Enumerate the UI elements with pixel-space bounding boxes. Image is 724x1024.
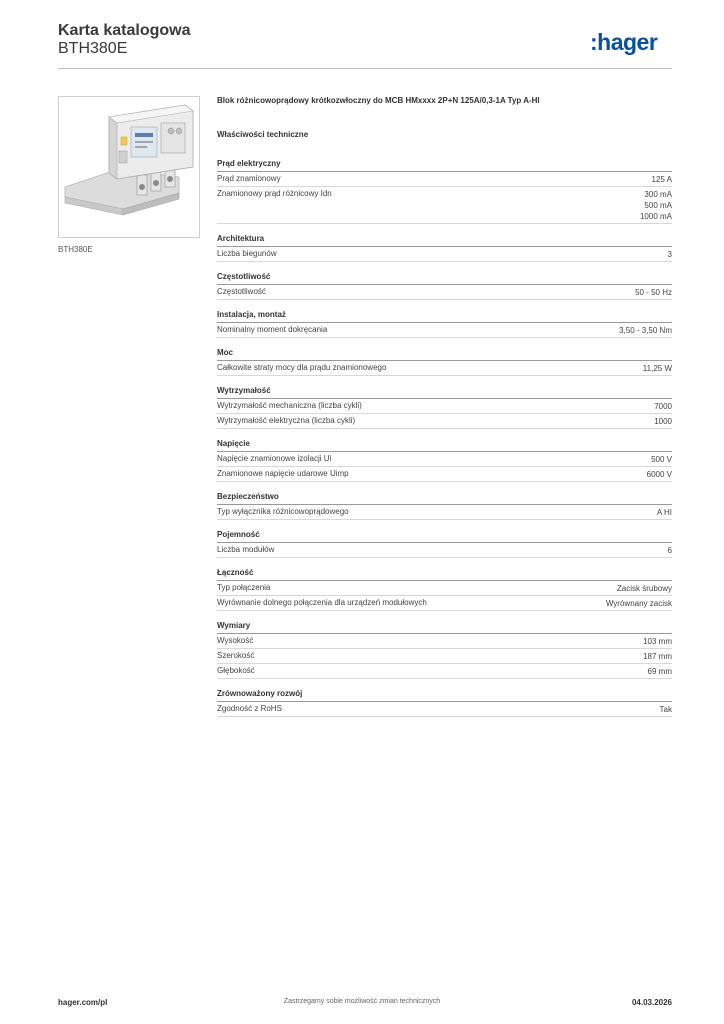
property-value-line: 6000 V xyxy=(646,470,672,479)
property-label: Liczba modułów xyxy=(217,545,275,554)
property-row xyxy=(217,505,672,520)
property-value xyxy=(643,363,672,374)
property-row xyxy=(217,452,672,467)
property-label: Wyrównanie dolnego połączenia dla urządzeń modułowych xyxy=(217,598,427,607)
property-label: Znamionowe napięcie udarowe Uimp xyxy=(217,469,349,478)
property-row xyxy=(217,285,672,300)
property-group xyxy=(217,234,672,262)
property-value xyxy=(651,454,672,465)
group-title: Moc xyxy=(217,348,672,361)
property-row xyxy=(217,702,672,717)
property-row xyxy=(217,247,672,262)
property-groups xyxy=(217,159,672,717)
property-row xyxy=(217,664,672,679)
property-row xyxy=(217,467,672,482)
group-title: Pojemność xyxy=(217,530,672,543)
hager-logo xyxy=(590,29,674,57)
property-value-line: 125 A xyxy=(651,175,672,184)
property-value-line: 103 mm xyxy=(643,637,672,646)
property-value-line: 3 xyxy=(667,250,672,259)
property-value xyxy=(668,249,672,260)
property-label: Napięcie znamionowe izolacji Ui xyxy=(217,454,332,463)
property-label: Szerokość xyxy=(217,651,255,660)
product-description: Blok różnicowoprądowy krótkozwłoczny do MCB HMxxxx 2P+N 125A/0,3-1A Typ A-HI xyxy=(217,96,540,105)
property-value xyxy=(647,469,672,480)
property-value xyxy=(652,174,672,185)
property-group xyxy=(217,530,672,558)
property-value-line: 187 mm xyxy=(643,652,672,661)
property-value-line: 1000 xyxy=(654,417,672,426)
property-value xyxy=(635,287,672,298)
footer-disclaimer: Zastrzegamy sobie możliwość zmian technicznych xyxy=(283,998,441,1005)
technical-properties-heading: Właściwości techniczne xyxy=(217,130,309,139)
footer-website: hager.com/pl xyxy=(58,998,108,1007)
property-row xyxy=(217,649,672,664)
property-value-line: A HI xyxy=(656,508,672,517)
property-row xyxy=(217,581,672,596)
property-value-line: 50 - 50 Hz xyxy=(635,288,672,297)
property-value xyxy=(606,598,672,609)
property-value xyxy=(640,189,672,222)
page-title: Karta katalogowa xyxy=(58,22,191,39)
property-row xyxy=(217,414,672,429)
property-row xyxy=(217,323,672,338)
property-value-line: 1000 mA xyxy=(639,212,672,221)
property-label: Wysokość xyxy=(217,636,254,645)
property-value xyxy=(643,636,672,647)
product-image xyxy=(58,96,200,238)
property-value-line: 69 mm xyxy=(647,667,672,676)
group-title: Napięcie xyxy=(217,439,672,452)
product-code: BTH380E xyxy=(58,40,128,57)
header-divider xyxy=(58,68,672,69)
property-value-line: 500 mA xyxy=(644,201,672,210)
property-value-line: 6 xyxy=(667,546,672,555)
property-value-line: Wyrównany zacisk xyxy=(605,599,672,608)
property-label: Nominalny moment dokręcania xyxy=(217,325,328,334)
property-group xyxy=(217,439,672,482)
property-value xyxy=(648,666,672,677)
property-value-line: 7000 xyxy=(654,402,672,411)
group-title: Bezpieczeństwo xyxy=(217,492,672,505)
product-details xyxy=(217,96,672,727)
property-label: Wytrzymałość mechaniczna (liczba cykli) xyxy=(217,401,362,410)
property-value xyxy=(657,507,672,518)
property-group xyxy=(217,621,672,679)
property-value xyxy=(668,545,672,556)
property-group xyxy=(217,310,672,338)
property-value-line: 3,50 - 3,50 Nm xyxy=(619,326,672,335)
property-value xyxy=(660,704,672,715)
image-caption: BTH380E xyxy=(58,245,93,254)
property-value xyxy=(654,416,672,427)
property-label: Głębokość xyxy=(217,666,255,675)
property-value-line: 11,25 W xyxy=(642,364,672,373)
property-group xyxy=(217,348,672,376)
property-value xyxy=(619,325,672,336)
group-title: Wymiary xyxy=(217,621,672,634)
property-row xyxy=(217,543,672,558)
property-label: Liczba biegunów xyxy=(217,249,277,258)
property-label: Typ wyłącznika różnicowoprądowego xyxy=(217,507,349,516)
property-group xyxy=(217,272,672,300)
property-group xyxy=(217,159,672,224)
group-title: Częstotliwość xyxy=(217,272,672,285)
rcd-block-illustration xyxy=(59,97,199,237)
property-value-line: 500 V xyxy=(651,455,672,464)
property-label: Całkowite straty mocy dla prądu znamionowego xyxy=(217,363,387,372)
group-title: Architektura xyxy=(217,234,672,247)
property-group xyxy=(217,492,672,520)
property-value-line: Zacisk śrubowy xyxy=(616,584,672,593)
property-label: Prąd znamionowy xyxy=(217,174,281,183)
property-row xyxy=(217,361,672,376)
footer-date: 04.03.2026 xyxy=(631,998,672,1007)
property-group xyxy=(217,386,672,429)
group-title: Instalacja, montaż xyxy=(217,310,672,323)
property-value-line: 300 mA xyxy=(644,190,672,199)
property-label: Częstotliwość xyxy=(217,287,266,296)
property-value xyxy=(643,651,672,662)
group-title: Wytrzymałość xyxy=(217,386,672,399)
group-title: Łączność xyxy=(217,568,672,581)
property-value xyxy=(617,583,672,594)
property-group xyxy=(217,568,672,611)
property-group xyxy=(217,689,672,717)
property-label: Wytrzymałość elektryczna (liczba cykli) xyxy=(217,416,356,425)
property-label: Znamionowy prąd różnicowy Idn xyxy=(217,189,332,198)
property-value-line: Tak xyxy=(659,705,672,714)
group-title: Zrównoważony rozwój xyxy=(217,689,672,702)
property-row xyxy=(217,634,672,649)
group-title: Prąd elektryczny xyxy=(217,159,672,172)
property-label: Typ połączenia xyxy=(217,583,271,592)
svg-text::hager: :hager xyxy=(590,29,658,55)
property-row xyxy=(217,187,672,224)
property-row xyxy=(217,596,672,611)
property-label: Zgodność z RoHS xyxy=(217,704,282,713)
property-value xyxy=(654,401,672,412)
property-row xyxy=(217,172,672,187)
property-row xyxy=(217,399,672,414)
